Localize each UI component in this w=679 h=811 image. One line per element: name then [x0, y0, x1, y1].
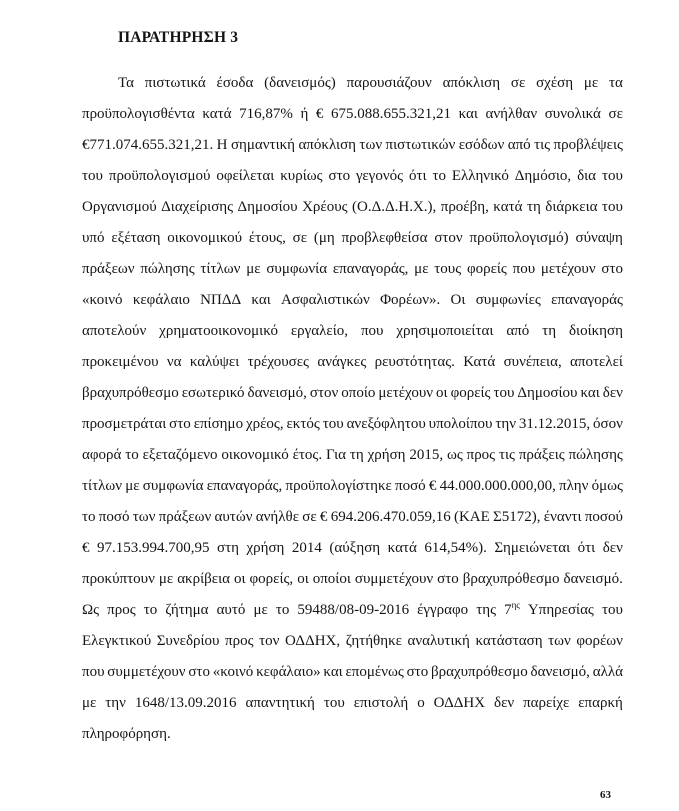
- paragraph-line: αφορά το εξεταζόμενο οικονομικό έτος. Για τη χρήση 2015, ως προς τις πράξεις πώλησης: [82, 447, 623, 463]
- paragraph-line: προκειμένου να καλύψει τρέχουσες ανάγκες ρευστότητας. Κατά συνέπεια, αποτελεί: [82, 354, 623, 370]
- paragraph-line: προϋπολογισθέντα κατά 716,87% ή € 675.088.655.321,21 και ανήλθαν συνολικά σε: [82, 106, 623, 122]
- paragraph-line: υπό εξέταση οικονομικού έτους, σε (μη προβλεφθείσα στον προϋπολογισμό) σύναψη: [82, 230, 623, 246]
- paragraph-line: Ως προς το ζήτημα αυτό με το 59488/08-09-2016 έγγραφο της $7^{\eta\varsigma}$ Υπηρεσίας του: [82, 600, 623, 618]
- paragraph-line: Οργανισμού Διαχείρισης Δημοσίου Χρέους (Ο.Δ.Δ.Η.Χ.), προέβη, κατά τη διάρκεια του: [82, 199, 623, 215]
- paragraph-line: αποτελούν χρηματοοικονομικό εργαλείο, που χρησιμοποιείται από τη διοίκηση: [82, 323, 623, 339]
- paragraph-line: Ελεγκτικού Συνεδρίου προς τον ΟΔΔΗΧ, ζητήθηκε αναλυτική κατάσταση των φορέων: [82, 633, 623, 649]
- paragraph-line: «κοινό κεφάλαιο ΝΠΔΔ και Ασφαλιστικών Φορέων». Οι συμφωνίες επαναγοράς: [82, 292, 623, 308]
- paragraph-line: προκύπτουν με ακρίβεια οι φορείς, οι οποίοι συμμετέχουν στο βραχυπρόθεσμο δανεισμό.: [82, 571, 623, 587]
- paragraph-line: βραχυπρόθεσμο εσωτερικό δανεισμό, στον οποίο μετέχουν οι φορείς του Δημοσίου και δεν: [82, 385, 623, 401]
- paragraph-line: Τα πιστωτικά έσοδα (δανεισμός) παρουσιάζουν απόκλιση σε σχέση με τα: [118, 75, 623, 91]
- paragraph-line: που συμμετέχουν στο «κοινό κεφάλαιο» και επομένως στο βραχυπρόθεσμο δανεισμό, αλλά: [82, 664, 623, 680]
- paragraph-line: πληροφόρηση.: [82, 726, 171, 742]
- paragraph-line: του προϋπολογισμού οφείλεται κυρίως στο γεγονός ότι το Ελληνικό Δημόσιο, δια του: [82, 168, 623, 184]
- paragraph-line: €771.074.655.321,21. Η σημαντική απόκλιση των πιστωτικών εσόδων από τις προβλέψεις: [82, 137, 623, 153]
- paragraph-line: € 97.153.994.700,95 στη χρήση 2014 (αύξηση κατά 614,54%). Σημειώνεται ότι δεν: [82, 540, 623, 556]
- ordinal-superscript: ης: [511, 600, 520, 610]
- paragraph-line: προσμετράται στο επίσημο χρέος, εκτός του ανεξόφλητου υπολοίπου την 31.12.2015, όσον: [82, 416, 623, 432]
- paragraph-line: τίτλων με συμφωνία επαναγοράς, προϋπολογίστηκε ποσό € 44.000.000.000,00, πλην όμως: [82, 478, 623, 494]
- page-number: 63: [600, 789, 611, 801]
- paragraph-line: το ποσό των πράξεων αυτών ανήλθε σε € 694.206.470.059,16 (ΚΑΕ Σ5172), έναντι ποσού: [82, 509, 623, 525]
- paragraph-line: πράξεων πώλησης τίτλων με συμφωνία επαναγοράς, με τους φορείς που μετέχουν στο: [82, 261, 623, 277]
- paragraph-line: με την 1648/13.09.2016 απαντητική του επιστολή ο ΟΔΔΗΧ δεν παρείχε επαρκή: [82, 695, 623, 711]
- section-heading: ΠΑΡΑΤΗΡΗΣΗ 3: [118, 29, 239, 46]
- paragraph-body: [82, 68, 623, 750]
